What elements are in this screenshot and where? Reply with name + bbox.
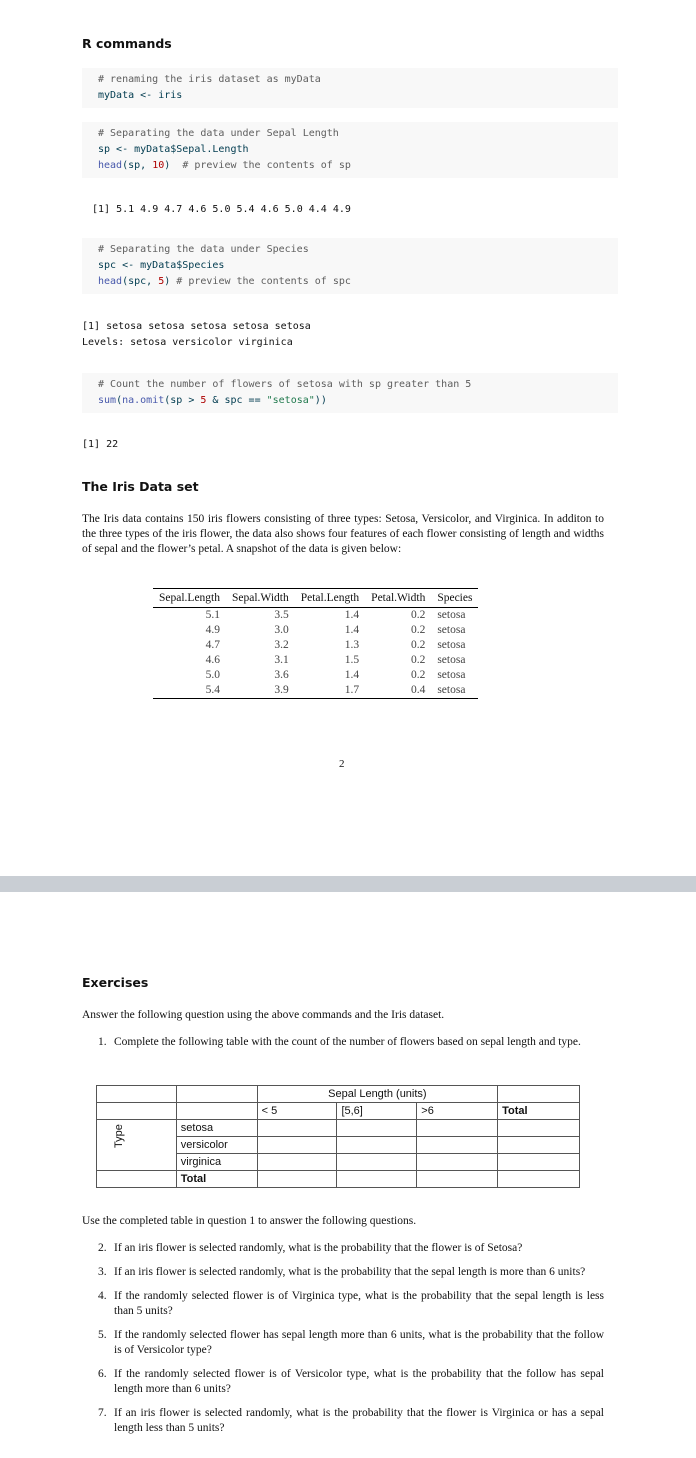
question-number: 4. <box>98 1290 107 1302</box>
code-token-comment: # Separating the data under Species <box>98 244 309 255</box>
exercise-table <box>96 1085 580 1188</box>
code-token-num: 5 <box>158 276 165 287</box>
table-cell: 4.9 <box>205 624 220 636</box>
cell[interactable] <box>417 1120 498 1137</box>
code-line <box>98 142 618 158</box>
cell[interactable] <box>417 1137 498 1154</box>
row-group-label: Type <box>113 1124 125 1148</box>
code-token-fn: head <box>98 276 123 287</box>
table-cell: setosa <box>437 609 466 621</box>
code-token-fn: sum <box>98 395 117 406</box>
code-token-num: 10 <box>152 160 165 171</box>
table-cell: 5.1 <box>205 609 220 621</box>
question-number: 6. <box>98 1368 107 1380</box>
table-cell: setosa <box>437 669 466 681</box>
col-header: Petal.Length <box>295 589 365 608</box>
code-token-plain: (spc, <box>122 276 159 287</box>
table-cell: 0.2 <box>410 639 426 651</box>
cell[interactable] <box>257 1154 337 1171</box>
table-cell: 5.4 <box>205 684 220 696</box>
code-token-plain: sp <- myData$Sepal.Length <box>98 144 249 155</box>
question-text: If an iris flower is selected randomly, what is the probability that the flower is of Setosa? <box>114 1242 523 1254</box>
table-cell: 0.2 <box>410 609 426 621</box>
col-header: < 5 <box>257 1103 337 1120</box>
table-cell: 1.3 <box>344 639 360 651</box>
table-cell: 0.2 <box>410 624 426 636</box>
table-row <box>153 668 478 683</box>
code-line <box>98 258 618 274</box>
table-cell: setosa <box>437 684 466 696</box>
code-token-plain: ( <box>116 395 123 406</box>
col-header: Total <box>498 1103 580 1120</box>
page-number: 2 <box>339 758 345 770</box>
group-header: Sepal Length (units) <box>257 1086 497 1103</box>
col-header: [5,6] <box>337 1103 417 1120</box>
cell[interactable] <box>337 1120 417 1137</box>
heading-iris: The Iris Data set <box>82 479 199 494</box>
code-token-comment: # Separating the data under Sepal Length <box>98 128 339 139</box>
cell[interactable] <box>417 1154 498 1171</box>
code-block <box>82 68 618 108</box>
code-token-fn: na.omit <box>122 395 165 406</box>
table-cell: 1.4 <box>344 669 360 681</box>
table-cell: 1.4 <box>344 624 360 636</box>
question-text: If an iris flower is selected randomly, what is the probability that the sepal length is more than 6 units? <box>114 1266 586 1278</box>
code-token-comment: # preview the contents of spc <box>176 276 351 287</box>
question-list <box>98 1241 604 1445</box>
table-cell: 1.7 <box>344 684 360 696</box>
code-token-plain: & spc == <box>206 395 267 406</box>
heading-r-commands: R commands <box>82 36 172 51</box>
code-block <box>82 238 618 294</box>
question-number: 2. <box>98 1242 107 1254</box>
table-cell: 3.0 <box>274 624 289 636</box>
cell[interactable] <box>257 1137 337 1154</box>
question-number: 5. <box>98 1329 107 1341</box>
cell[interactable] <box>257 1120 337 1137</box>
cell[interactable] <box>498 1137 580 1154</box>
code-token-str: "setosa" <box>266 395 315 406</box>
question-number: 7. <box>98 1407 107 1419</box>
row-header: virginica <box>176 1154 257 1171</box>
question-2 <box>98 1241 604 1256</box>
code-output: [1] setosa setosa setosa setosa setosa Levels: setosa versicolor virginica <box>82 321 311 348</box>
cell[interactable] <box>257 1171 337 1188</box>
code-line <box>98 126 618 142</box>
code-line <box>98 274 618 290</box>
code-output: [1] 22 <box>82 439 119 450</box>
cell[interactable] <box>337 1154 417 1171</box>
code-output: [1] 5.1 4.9 4.7 4.6 5.0 5.4 4.6 5.0 4.4 4.9 <box>92 204 351 215</box>
cell[interactable] <box>337 1137 417 1154</box>
code-line <box>98 88 618 104</box>
col-header: Sepal.Length <box>153 589 226 608</box>
code-block <box>82 122 618 178</box>
row-header: setosa <box>176 1120 257 1137</box>
use-table-text: Use the completed table in question 1 to answer the following questions. <box>82 1215 417 1227</box>
code-token-comment: # Count the number of flowers of setosa with sp greater than 5 <box>98 379 472 390</box>
code-token-comment: # preview the contents of sp <box>182 160 351 171</box>
exercises-intro: Answer the following question using the above commands and the Iris dataset. <box>82 1009 445 1021</box>
question-text: If the randomly selected flower has sepal length more than 6 units, what is the probability that the follow is of Versicolor type? <box>114 1329 604 1356</box>
question-number: 3. <box>98 1266 107 1278</box>
table-cell: 5.0 <box>205 669 220 681</box>
table-cell: 4.7 <box>205 639 220 651</box>
table-cell: 3.1 <box>274 654 289 666</box>
table-cell: 1.5 <box>344 654 360 666</box>
iris-table <box>153 588 478 699</box>
question-text: If the randomly selected flower is of Virginica type, what is the probability that the sepal length is less than 5 units? <box>114 1290 604 1317</box>
code-token-plain: ) <box>164 276 177 287</box>
table-cell: 0.2 <box>410 669 426 681</box>
table-row <box>153 638 478 653</box>
code-token-plain: )) <box>314 395 327 406</box>
table-cell: setosa <box>437 639 466 651</box>
code-token-plain: ) <box>164 160 183 171</box>
question-text: Complete the following table with the count of the number of flowers based on sepal length and type. <box>114 1036 581 1048</box>
table-row <box>153 683 478 699</box>
table-cell: setosa <box>437 624 466 636</box>
question-text: If the randomly selected flower is of Versicolor type, what is the probability that the follow has sepal length more than 6 units? <box>114 1368 604 1395</box>
table-cell: 0.2 <box>410 654 426 666</box>
table-cell: 1.4 <box>344 609 360 621</box>
question-5 <box>98 1328 604 1358</box>
cell[interactable] <box>337 1171 417 1188</box>
question-3 <box>98 1265 604 1280</box>
code-token-plain: spc <- myData$Species <box>98 260 225 271</box>
cell[interactable] <box>498 1120 580 1137</box>
table-row <box>153 608 478 624</box>
code-token-fn: head <box>98 160 123 171</box>
col-header: Sepal.Width <box>226 589 295 608</box>
table-cell: 3.6 <box>274 669 289 681</box>
table-cell: 3.5 <box>274 609 289 621</box>
cell[interactable] <box>498 1171 580 1188</box>
iris-paragraph: The Iris data contains 150 iris flowers consisting of three types: Setosa, Versicolor, and Virginica. In additon to the three types of the iris flower, the data also shows four features of each flower consisting of length and widths of sepal and the flower’s petal. A snapshot of the data is given below: <box>82 513 604 555</box>
code-token-num: 5 <box>200 395 207 406</box>
col-header: Species <box>431 589 478 608</box>
table-cell: 3.9 <box>274 684 289 696</box>
code-line <box>98 242 618 258</box>
col-header: Petal.Width <box>365 589 431 608</box>
code-line <box>98 393 618 409</box>
col-header: >6 <box>417 1103 498 1120</box>
question-text: If an iris flower is selected randomly, what is the probability that the flower is Virginica or has a sepal length less than 5 units? <box>114 1407 604 1434</box>
code-line <box>98 158 618 174</box>
cell[interactable] <box>417 1171 498 1188</box>
question-number: 1. <box>98 1036 107 1048</box>
table-row <box>153 623 478 638</box>
question-4 <box>98 1289 604 1319</box>
table-cell: 0.4 <box>410 684 426 696</box>
question-1 <box>98 1035 604 1050</box>
code-token-plain: (sp, <box>122 160 153 171</box>
page-separator <box>0 876 696 892</box>
row-header: Total <box>176 1171 257 1188</box>
table-row <box>153 653 478 668</box>
question-7 <box>98 1406 604 1436</box>
heading-exercises: Exercises <box>82 975 149 990</box>
code-line <box>98 377 618 393</box>
code-line <box>98 72 618 88</box>
code-token-plain: myData <- iris <box>98 90 183 101</box>
question-6 <box>98 1367 604 1397</box>
cell[interactable] <box>498 1154 580 1171</box>
table-cell: 3.2 <box>274 639 289 651</box>
row-header: versicolor <box>176 1137 257 1154</box>
code-block <box>82 373 618 413</box>
table-cell: 4.6 <box>205 654 220 666</box>
table-cell: setosa <box>437 654 466 666</box>
code-token-plain: (sp > <box>164 395 201 406</box>
code-token-comment: # renaming the iris dataset as myData <box>98 74 321 85</box>
